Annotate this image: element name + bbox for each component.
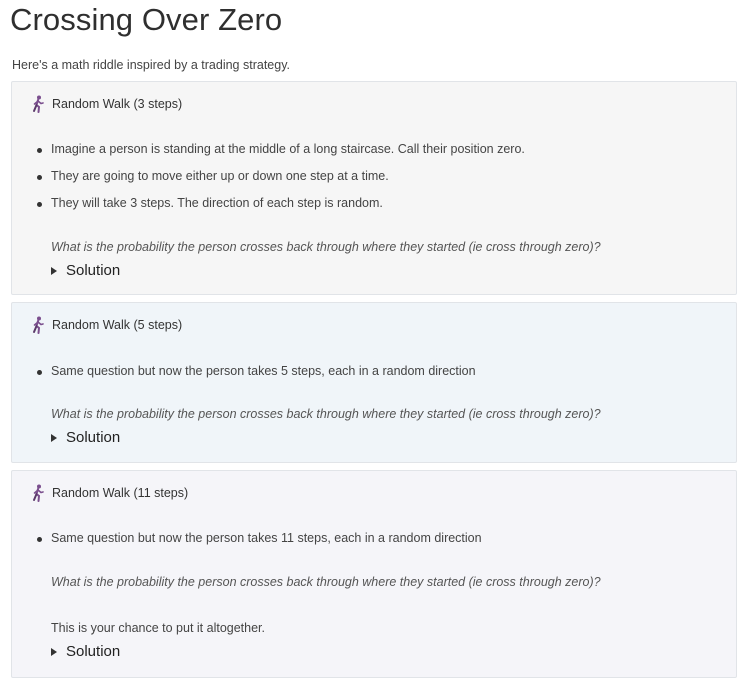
solution-label: Solution xyxy=(66,643,121,660)
solution-toggle[interactable] xyxy=(51,429,120,446)
person-walking-icon xyxy=(30,95,46,113)
solution-toggle[interactable] xyxy=(51,643,120,660)
note-text: This is your chance to put it altogether. xyxy=(51,621,266,635)
list-item: They will take 3 steps. The direction of each step is random. xyxy=(51,196,383,210)
callout-random-walk-5 xyxy=(11,302,737,463)
person-walking-icon xyxy=(30,484,46,502)
callout-title-text: Random Walk (3 steps) xyxy=(52,97,183,111)
list-item: Same question but now the person takes 11 steps, each in a random direction xyxy=(51,531,482,545)
question-text: What is the probability the person crosses back through where they started (ie cross through zero)? xyxy=(51,407,601,421)
callout-title-text: Random Walk (5 steps) xyxy=(52,318,183,332)
callout-title-text: Random Walk (11 steps) xyxy=(52,486,189,500)
triangle-right-icon xyxy=(51,434,57,442)
callout-title xyxy=(30,316,182,334)
callout-random-walk-11 xyxy=(11,470,737,678)
list-item: Imagine a person is standing at the middle of a long staircase. Call their position zero. xyxy=(51,142,525,156)
person-walking-icon xyxy=(30,316,46,334)
solution-toggle[interactable] xyxy=(51,262,120,279)
list-item: They are going to move either up or down one step at a time. xyxy=(51,169,389,183)
callout-title xyxy=(30,95,182,113)
list-item: Same question but now the person takes 5 steps, each in a random direction xyxy=(51,364,476,378)
solution-label: Solution xyxy=(66,262,121,279)
question-text: What is the probability the person crosses back through where they started (ie cross through zero)? xyxy=(51,240,601,254)
solution-label: Solution xyxy=(66,429,121,446)
page-title: Crossing Over Zero xyxy=(10,2,283,37)
triangle-right-icon xyxy=(51,267,57,275)
callout-random-walk-3 xyxy=(11,81,737,295)
question-text: What is the probability the person crosses back through where they started (ie cross through zero)? xyxy=(51,575,601,589)
triangle-right-icon xyxy=(51,648,57,656)
callout-title xyxy=(30,484,188,502)
intro-text: Here's a math riddle inspired by a trading strategy. xyxy=(12,58,290,72)
